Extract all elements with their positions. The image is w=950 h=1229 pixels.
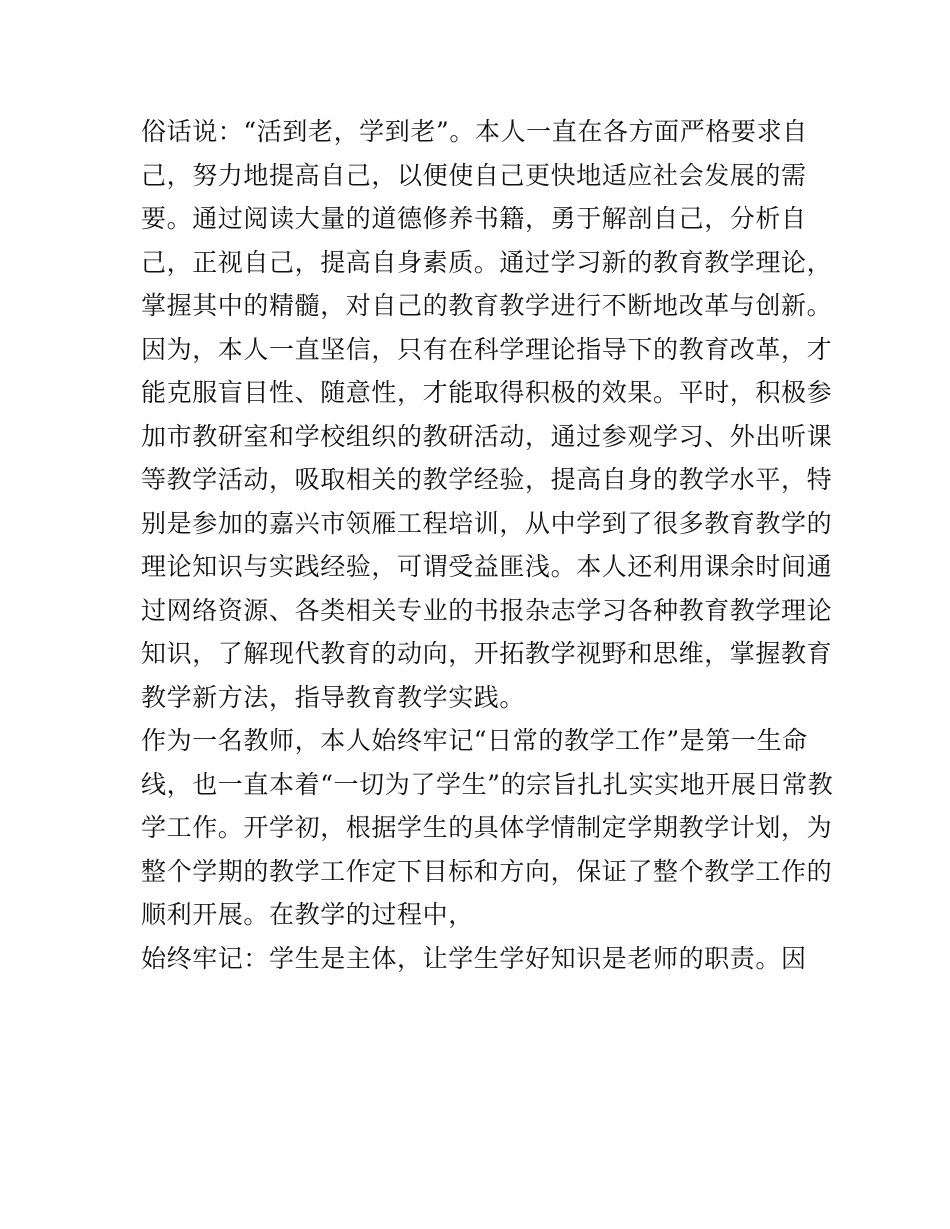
text-line: 要。通过阅读大量的道德修养书籍，勇于解剖自己，分析自 [141,204,807,233]
text-line: 始终牢记：学生是主体，让学生学好知识是老师的职责。因 [141,943,807,973]
text-line: 作为一名教师，本人始终牢记“日常的教学工作”是第一生命 [141,726,808,755]
text-line: 学工作。开学初，根据学生的具体学情制定学期教学计划，为 [141,813,833,842]
text-line: 顺利开展。在教学的过程中， [141,900,474,929]
text-line: 理论知识与实践经验，可谓受益匪浅。本人还利用课余时间通 [141,552,833,581]
text-line: 因为，本人一直坚信，只有在科学理论指导下的教育改革，才 [141,334,833,364]
text-line: 线，也一直本着“一切为了学生”的宗旨扎扎实实地开展日常教 [141,769,834,799]
paragraph-2 [141,719,834,937]
text-line: 知识，了解现代教育的动向，开拓教学视野和思维，掌握教育 [141,639,833,668]
text-line: 掌握其中的精髓，对自己的教育教学进行不断地改革与创新。 [141,291,833,320]
text-line: 加市教研室和学校组织的教研活动，通过参观学习、外出听课 [141,421,833,451]
text-line: 等教学活动，吸取相关的教学经验，提高自身的教学水平，特 [141,465,833,494]
text-line: 整个学期的教学工作定下目标和方向，保证了整个教学工作的 [141,856,833,886]
text-line: 能克服盲目性、随意性，才能取得积极的效果。平时，积极参 [141,378,833,407]
text-line: 别是参加的嘉兴市领雁工程培训，从中学到了很多教育教学的 [141,508,833,538]
text-line: 己，努力地提高自己，以便使自己更快地适应社会发展的需 [141,160,807,190]
text-line: 过网络资源、各类相关专业的书报杂志学习各种教育教学理论 [141,595,833,625]
document-body [141,110,834,980]
paragraph-1 [141,110,833,719]
paragraph-3 [141,937,821,981]
text-line: 教学新方法，指导教育教学实践。 [141,682,526,712]
text-line: 己，正视自己，提高自身素质。通过学习新的教育教学理论， [141,247,833,277]
text-line: 俗话说：“活到老，学到老”。本人一直在各方面严格要求自 [141,117,808,146]
